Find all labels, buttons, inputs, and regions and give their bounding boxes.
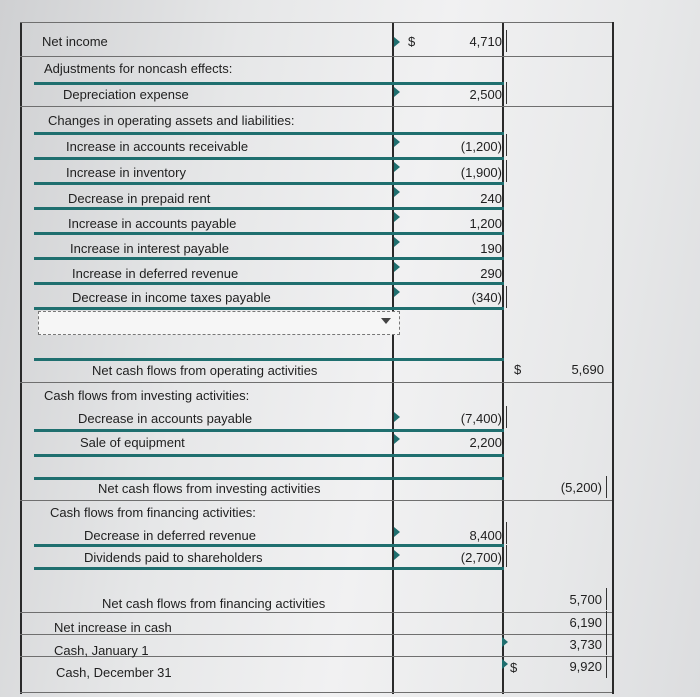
total-cash-january[interactable]: 3,730 bbox=[569, 637, 602, 652]
input-underline bbox=[34, 358, 504, 361]
row-flag-icon bbox=[394, 162, 400, 172]
amount-inventory[interactable]: (1,900) bbox=[460, 165, 502, 180]
chevron-down-icon bbox=[381, 318, 391, 324]
grid-line bbox=[20, 500, 612, 501]
row-flag-icon bbox=[394, 527, 400, 537]
label-interest-payable: Increase in interest payable bbox=[70, 241, 229, 256]
row-flag-icon bbox=[394, 37, 400, 47]
currency-symbol: $ bbox=[510, 660, 518, 675]
label-income-taxes-payable: Decrease in income taxes payable bbox=[72, 290, 271, 305]
amount-investing-accounts-payable[interactable]: (7,400) bbox=[460, 411, 502, 426]
left-border bbox=[20, 22, 22, 694]
label-deferred-revenue: Increase in deferred revenue bbox=[72, 266, 239, 281]
row-flag-icon bbox=[394, 550, 400, 560]
label-investing-accounts-payable: Decrease in accounts payable bbox=[78, 411, 253, 426]
amount-prepaid-rent[interactable]: 240 bbox=[480, 191, 502, 206]
label-sale-of-equipment: Sale of equipment bbox=[80, 435, 185, 450]
label-prepaid-rent: Decrease in prepaid rent bbox=[68, 191, 211, 206]
input-underline bbox=[34, 232, 504, 235]
row-flag-icon bbox=[394, 412, 400, 422]
input-underline bbox=[34, 282, 504, 285]
row-flag-icon bbox=[394, 137, 400, 147]
grid-line bbox=[20, 22, 612, 23]
amount-interest-payable[interactable]: 190 bbox=[480, 241, 502, 256]
row-flag-icon bbox=[394, 212, 400, 222]
label-adjustments: Adjustments for noncash effects: bbox=[44, 61, 233, 76]
label-investing-header: Cash flows from investing activities: bbox=[44, 388, 250, 403]
total-operating[interactable]: 5,690 bbox=[571, 362, 604, 377]
amount-accounts-payable[interactable]: 1,200 bbox=[469, 216, 502, 231]
label-changes: Changes in operating assets and liabilities: bbox=[48, 113, 295, 128]
row-flag-icon bbox=[394, 434, 400, 444]
label-cash-december: Cash, December 31 bbox=[56, 665, 172, 680]
input-underline bbox=[34, 182, 504, 185]
row-flag-icon bbox=[394, 237, 400, 247]
amount-dividends[interactable]: (2,700) bbox=[460, 550, 502, 565]
grid-line bbox=[20, 106, 612, 107]
label-accounts-receivable: Increase in accounts receivable bbox=[66, 139, 249, 154]
currency-symbol: $ bbox=[514, 362, 522, 377]
label-cash-january: Cash, January 1 bbox=[54, 643, 149, 658]
label-inventory: Increase in inventory bbox=[66, 165, 186, 180]
amount-depreciation[interactable]: 2,500 bbox=[469, 87, 502, 102]
input-underline bbox=[34, 454, 504, 457]
row-flag-icon bbox=[394, 187, 400, 197]
grid-line bbox=[20, 382, 612, 383]
input-underline bbox=[34, 567, 504, 570]
label-operating-total: Net cash flows from operating activities bbox=[92, 363, 318, 378]
row-flag-icon bbox=[502, 659, 508, 669]
total-financing[interactable]: 5,700 bbox=[569, 592, 602, 607]
input-underline bbox=[34, 257, 504, 260]
label-financing-total: Net cash flows from financing activities bbox=[102, 596, 326, 611]
amount-income-taxes-payable[interactable]: (340) bbox=[471, 290, 502, 305]
label-investing-total: Net cash flows from investing activities bbox=[98, 481, 321, 496]
input-underline bbox=[34, 477, 504, 480]
amount-deferred-revenue[interactable]: 290 bbox=[480, 266, 502, 281]
total-investing[interactable]: (5,200) bbox=[560, 480, 602, 495]
amount-sale-of-equipment[interactable]: 2,200 bbox=[469, 435, 502, 450]
amount-net-income[interactable]: 4,710 bbox=[469, 34, 502, 49]
total-net-increase[interactable]: 6,190 bbox=[569, 615, 602, 630]
input-underline bbox=[34, 207, 504, 210]
row-flag-icon bbox=[394, 87, 400, 97]
input-underline bbox=[34, 429, 504, 432]
label-dividends: Dividends paid to shareholders bbox=[84, 550, 263, 565]
row-flag-icon bbox=[394, 262, 400, 272]
row-flag-icon bbox=[502, 637, 508, 647]
grid-line bbox=[20, 56, 612, 57]
total-cash-december[interactable]: 9,920 bbox=[569, 659, 602, 674]
amount-accounts-receivable[interactable]: (1,200) bbox=[460, 139, 502, 154]
grid-line bbox=[20, 692, 612, 693]
label-net-income: Net income bbox=[42, 34, 108, 49]
account-dropdown[interactable] bbox=[38, 311, 400, 335]
cash-flow-worksheet bbox=[14, 22, 700, 694]
currency-symbol: $ bbox=[408, 34, 416, 49]
label-depreciation: Depreciation expense bbox=[63, 87, 189, 102]
label-financing-header: Cash flows from financing activities: bbox=[50, 505, 256, 520]
label-net-increase: Net increase in cash bbox=[54, 620, 172, 635]
row-flag-icon bbox=[394, 287, 400, 297]
column-divider-3 bbox=[612, 22, 614, 694]
amount-financing-deferred-revenue[interactable]: 8,400 bbox=[469, 528, 502, 543]
label-financing-deferred-revenue: Decrease in deferred revenue bbox=[84, 528, 256, 543]
label-accounts-payable: Increase in accounts payable bbox=[68, 216, 237, 231]
